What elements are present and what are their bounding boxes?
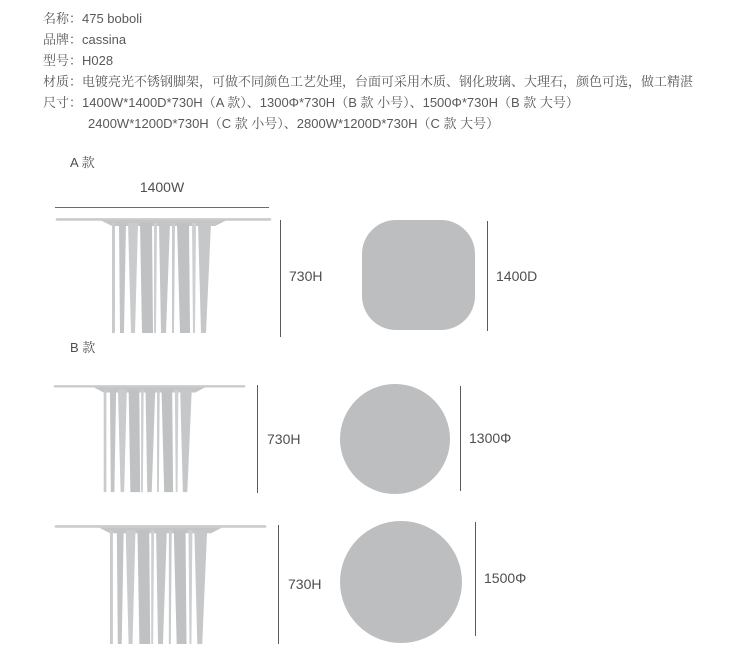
- table-top-view-b-large: [340, 521, 462, 643]
- height-dimension-label-b-small: 730H: [267, 431, 301, 447]
- product-info: [43, 8, 733, 134]
- product-brand-line: 品牌：cassina: [43, 32, 127, 47]
- width-dimension-line-a: [55, 207, 269, 208]
- height-dimension-line-b-large: [278, 525, 279, 644]
- section-a-label: A 款: [70, 155, 95, 170]
- product-size-line-2: 2400W*1200D*730H（C 款 小号）、2800W*1200D*730H（C 款 大号）: [88, 116, 500, 131]
- width-dimension-label-a: 1400W: [139, 179, 185, 195]
- product-name-line: 名称：475 boboli: [43, 11, 142, 26]
- diameter-dimension-label-b-small: 1300Φ: [469, 430, 512, 446]
- diameter-dimension-label-b-large: 1500Φ: [484, 570, 527, 586]
- table-top-view-a: [362, 220, 475, 330]
- depth-dimension-line-a: [487, 221, 488, 331]
- section-b-label: B 款: [70, 340, 96, 355]
- table-front-view-a: [55, 218, 272, 334]
- table-front-view-b-large: [54, 525, 267, 645]
- diameter-dimension-line-b-large: [475, 522, 476, 636]
- depth-dimension-label-a: 1400D: [496, 268, 538, 284]
- height-dimension-line-b-small: [257, 385, 258, 493]
- product-size-line-1: 尺寸：1400W*1400D*730H（A 款）、1300Φ*730H（B 款 小号）、1500Φ*730H（B 款 大号）: [43, 95, 579, 110]
- height-dimension-label-b-large: 730H: [288, 576, 322, 592]
- product-material-line: 材质：电镀亮光不锈钢脚架，可做不同颜色工艺处理，台面可采用木质、钢化玻璃、大理石，颜色可选，做工精湛: [43, 74, 694, 89]
- table-front-view-b-small: [53, 385, 246, 493]
- height-dimension-line-a: [280, 220, 281, 337]
- table-top-view-b-small: [340, 384, 450, 494]
- product-model-line: 型号：H028: [43, 53, 114, 68]
- height-dimension-label-a: 730H: [289, 268, 323, 284]
- diameter-dimension-line-b-small: [460, 386, 461, 491]
